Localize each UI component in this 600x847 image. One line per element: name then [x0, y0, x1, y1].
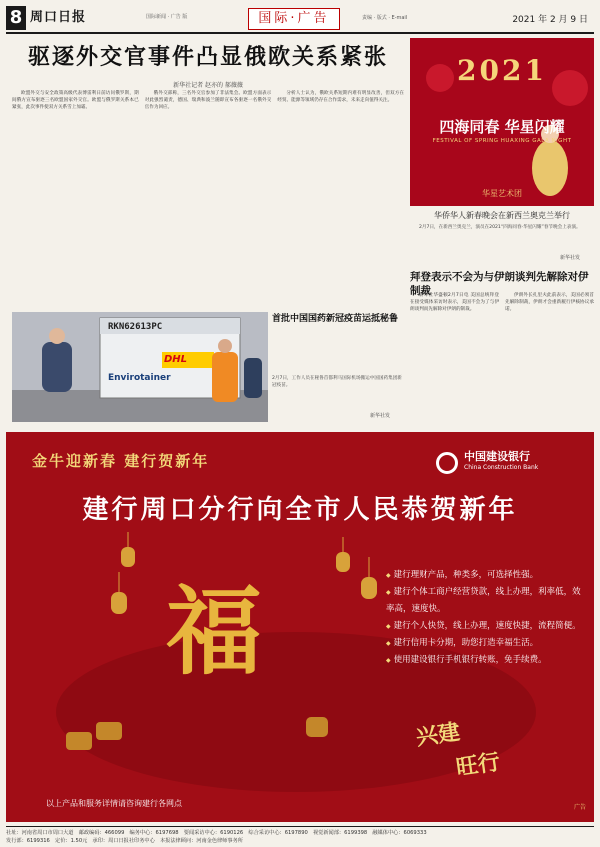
vaccine-photo	[12, 312, 268, 422]
vaccine-photo-caption: 首批中国国药新冠疫苗运抵秘鲁	[272, 314, 399, 324]
festival-credit: 新华社发	[560, 255, 581, 261]
bank-service-item: ◆ 建行个体工商户经营贷款，线上办理，利率低，效率高，速度快。	[386, 584, 586, 618]
festival-photo	[410, 38, 594, 206]
fu-character: 福	[166, 575, 262, 688]
cargo-label: RKN62613PC	[108, 322, 163, 332]
footer-line: 社址：河南省周口市周口大道 邮政编码：466099 编务中心：6197698 要闻采访中心：6190126 综合采访中心：6197890 视觉新闻部：6199398 融媒体中心：6069333	[6, 830, 427, 836]
ad-mark: 广告	[573, 804, 586, 811]
festival-organizer: 华星艺术团	[482, 189, 522, 198]
footer-line: 发行部：6199316 定价：1.50元 承印：周口日报社印务中心 本报法律顾问：河南金色律师事务所	[6, 838, 243, 844]
publication-date: 2021 年 2 月 9 日	[512, 15, 588, 25]
ccb-logo	[436, 450, 576, 478]
story2-column: 新华社华盛顿2月7日电 美国总统拜登在接受媒体采访时表示，美国不会为了与伊朗谈判而先解除对伊朗的制裁。	[410, 293, 499, 313]
ccb-logo-cn: 中国建设银行	[464, 450, 530, 463]
bank-service-item: ◆ 使用建设银行手机银行转账，免手续费。	[386, 652, 586, 669]
lead-column: 俄外交部称，三名外交官参加了非法集会。欧盟方面表示对此强烈谴责，德国、瑞典和波兰随即宣布各驱逐一名俄外交官作为回应。	[144, 91, 272, 111]
masthead	[6, 6, 594, 32]
ccb-logo-en: China Construction Bank	[464, 464, 539, 471]
lead-byline: 新华社记者 赵亦的 郝薇薇	[173, 82, 243, 89]
footer-rule	[6, 826, 594, 827]
envirotainer-logo: Envirotainer	[108, 373, 171, 383]
bank-ad-title: 建行周口分行向全市人民恭贺新年	[82, 495, 518, 525]
festival-year: 2021	[457, 54, 547, 87]
bank-slogan: 金牛迎新春 建行贺新年	[32, 452, 210, 470]
bank-service-item: ◆ 建行理财产品，种类多，可选择性强。	[386, 567, 586, 584]
bank-ad-footnote: 以上产品和服务详情请咨询建行各网点	[46, 799, 182, 808]
festival-caption: 华侨华人新春晚会在新西兰奥克兰举行	[434, 211, 570, 220]
story2-body	[410, 292, 594, 430]
festival-note: 2月7日，在新西兰奥克兰，演员在2021“四海同春·华星闪耀”春节晚会上表演。	[419, 225, 581, 230]
masthead-rule	[6, 32, 594, 34]
vaccine-photo-credit: 新华社发	[370, 413, 391, 419]
lead-column: 分析人士认为，俄欧关系短期内难有明显改善，但双方在经贸、能源等领域仍存在合作需求，未来走向值得关注。	[277, 91, 405, 104]
festival-title: 四海同春 华星闪耀	[439, 118, 565, 136]
bank-service-item: ◆ 建行信用卡分期，助您打造幸福生活。	[386, 635, 586, 652]
bank-tagline-2: 旺行	[454, 749, 502, 781]
paper-logo: 周口日报	[30, 10, 87, 25]
page-number: 8	[6, 6, 26, 30]
story2-column: 伊朗外长扎里夫此前表示，美国必须首先解除制裁，伊朗才会重新履行伊核协议承诺。	[505, 293, 594, 313]
ccb-logo-icon	[436, 452, 458, 474]
story2-headline: 拜登表示不会为与伊朗谈判先解除对伊制裁	[410, 271, 589, 297]
lead-column: 欧盟外交与安全政策高级代表博雷利日前访问俄罗斯，期间俄方宣布驱逐三名欧盟国家外交官。欧盟与俄罗斯关系本已紧张，此次事件使双方关系雪上加霜。	[12, 91, 139, 111]
footer	[6, 829, 594, 845]
vaccine-photo-note: 2月7日，工作人员在秘鲁首都利马国际机场搬运中国国药集团新冠疫苗。	[272, 376, 402, 389]
lead-headline: 驱逐外交官事件凸显俄欧关系紧张	[27, 45, 388, 70]
dhl-logo: DHL	[164, 354, 188, 365]
section-tab: 国际·广告	[248, 8, 340, 30]
lead-body	[12, 90, 404, 305]
bank-tagline-1: 兴建	[414, 719, 462, 751]
bank-service-item: ◆ 建行个人快贷，线上办理，速度快捷，流程简便。	[386, 618, 586, 635]
bank-advertisement	[6, 432, 594, 822]
editor-info: 责编 · 版式 · E-mail	[362, 15, 408, 21]
edition-info: 国际新闻 · 广告 版	[146, 14, 188, 20]
festival-subtitle: FESTIVAL OF SPRING HUAXING GALA NIGHT	[432, 138, 572, 144]
bank-service-list	[386, 567, 586, 669]
